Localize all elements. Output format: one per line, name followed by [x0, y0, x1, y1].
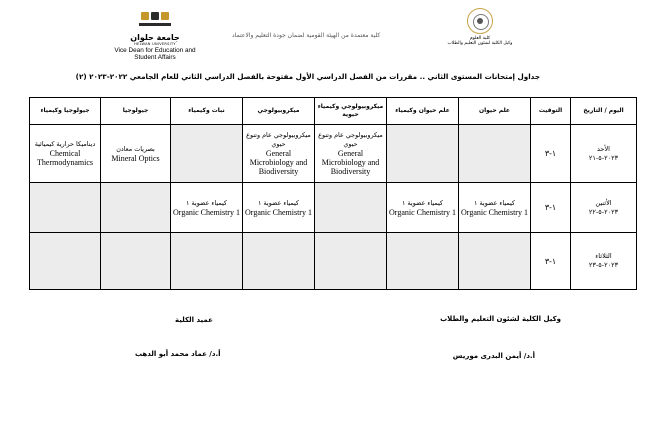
course-name-ar: كيمياء عضوية ١: [402, 198, 443, 207]
date-label: ٢٠٢٣-٥-٢١: [588, 153, 619, 162]
course-cell: [459, 183, 531, 233]
day-date-cell: [571, 183, 637, 233]
course-name-en: Organic Chemistry 1: [173, 207, 240, 217]
empty-cell: [171, 125, 243, 183]
header-time: التوقيت: [531, 98, 571, 125]
empty-cell: [315, 183, 387, 233]
faculty-vice-dean: وكيل الكلية لشئون التعليم والطلاب: [447, 41, 513, 46]
date-label: ٢٠٢٣-٥-٢٢: [588, 207, 619, 216]
dean-name: أ.د/ عماد محمد أبو الدهب: [135, 350, 221, 358]
course-name-ar: بصريات معادن: [116, 144, 155, 153]
course-name-en: General Microbiology and Biodiversity: [321, 149, 380, 176]
day-date-cell: [571, 233, 637, 290]
empty-cell: [459, 233, 531, 290]
course-name-ar: كيمياء عضوية ١: [186, 198, 227, 207]
table-header-row: [30, 98, 637, 125]
empty-cell: [30, 183, 101, 233]
header-zoology-chemistry: علم حيوان وكيمياء: [387, 98, 459, 125]
empty-cell: [387, 125, 459, 183]
course-name-ar: ديناميكا حرارية كيميائية: [34, 140, 96, 148]
table-row: [30, 233, 637, 290]
empty-cell: [30, 233, 101, 290]
course-cell: [387, 183, 459, 233]
university-name-en: HELWAN UNIVERSITY: [134, 42, 176, 46]
empty-cell: [171, 233, 243, 290]
faculty-name: كلية العلوم: [469, 36, 491, 41]
header-geology-chemistry: جيولوجيا وكيمياء: [30, 98, 101, 125]
time-cell: ١-٣: [531, 125, 571, 183]
course-name-ar: كيمياء عضوية ١: [474, 198, 515, 207]
header-zoology: علم حيوان: [459, 98, 531, 125]
empty-cell: [315, 233, 387, 290]
day-label: الثلاثاء: [595, 252, 612, 260]
header-microbio-biochem: ميكروبيولوجي وكيمياء حيوية: [315, 98, 387, 125]
course-cell: [243, 125, 315, 183]
time-cell: ١-٣: [531, 233, 571, 290]
university-logo-icon: [137, 10, 173, 32]
course-cell: [315, 125, 387, 183]
course-cell: [30, 125, 101, 183]
course-name-en: Organic Chemistry 1: [389, 207, 456, 217]
vice-dean-en: Vice Dean for Education and Student Affairs: [114, 47, 196, 61]
course-cell: [171, 183, 243, 233]
empty-cell: [101, 183, 171, 233]
accreditation-text: كلية معتمدة من الهيئة القومية لضمان جودة التعليم والاعتماد: [232, 32, 381, 39]
table-row: [30, 125, 637, 183]
exam-schedule-table: [29, 97, 637, 290]
course-name-en: Organic Chemistry 1: [245, 207, 312, 217]
course-name-en: Organic Chemistry 1: [461, 207, 528, 217]
header-microbiology: ميكروبيولوجي: [243, 98, 315, 125]
empty-cell: [459, 125, 531, 183]
course-name-ar: ميكروبيولوجي عام وتنوع حيوي: [246, 131, 311, 148]
empty-cell: [243, 233, 315, 290]
empty-cell: [101, 233, 171, 290]
vice-dean-name: أ.د/ أيمن البدرى موريس: [452, 352, 535, 360]
table-row: [30, 183, 637, 233]
course-name-en: Chemical Thermodynamics: [37, 149, 93, 167]
page-title: جداول إمتحانات المستوى الثاني .. مقررات من الفصل الدراسي الأول مفتوحة بالفصل الدراسي الثاني للعام الجامعي ٢٠٢٢-٢٠٢٣ (٢): [75, 72, 540, 81]
day-label: الأحد: [597, 144, 610, 153]
course-name-en: General Microbiology and Biodiversity: [249, 149, 308, 176]
vice-dean-signature-title: وكيل الكلية لشئون التعليم والطلاب: [440, 315, 561, 323]
university-logo-block: [110, 10, 200, 61]
day-date-cell: [571, 125, 637, 183]
empty-cell: [387, 233, 459, 290]
course-cell: [101, 125, 171, 183]
header-botany-chemistry: نبات وكيمياء: [171, 98, 243, 125]
university-name-ar: جامعة حلوان: [130, 33, 180, 42]
course-name-ar: ميكروبيولوجي عام وتنوع حيوي: [318, 131, 383, 148]
date-label: ٢٠٢٣-٥-٢٣: [588, 261, 619, 269]
course-name-ar: كيمياء عضوية ١: [258, 198, 299, 207]
day-label: الأثنين: [595, 198, 612, 207]
dean-signature-title: عميد الكلية: [175, 316, 213, 324]
course-cell: [243, 183, 315, 233]
course-name-en: Mineral Optics: [111, 153, 160, 163]
faculty-seal-icon: [467, 8, 493, 34]
time-cell: ١-٣: [531, 183, 571, 233]
faculty-logo-block: [440, 8, 520, 46]
header-geology: جيولوجيا: [101, 98, 171, 125]
header-day-date: اليوم / التاريخ: [571, 98, 637, 125]
